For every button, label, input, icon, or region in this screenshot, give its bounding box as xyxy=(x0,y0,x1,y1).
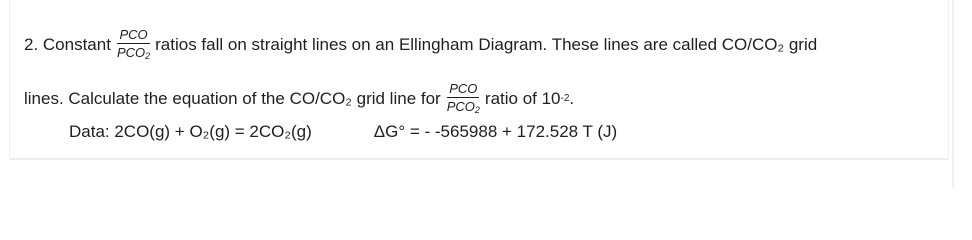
problem-number-lead: 2. Constant xyxy=(24,35,111,54)
fraction-denominator xyxy=(447,98,480,115)
gibbs-energy-equation: ΔG° = - -565988 + 172.528 T (J) xyxy=(373,122,618,141)
pressure-ratio-fraction xyxy=(117,28,150,61)
problem-line-2-text: ratio of 10 xyxy=(484,89,561,108)
denominator-base: PCO xyxy=(446,99,475,114)
problem-line-1-text: ratios fall on straight lines on an Ellingham Diagram. These lines are called CO/CO₂ grid xyxy=(155,35,818,54)
page-edge xyxy=(952,0,954,188)
fraction-denominator xyxy=(117,44,150,61)
reaction-equation: Data: 2CO(g) + O₂(g) = 2CO₂(g) xyxy=(69,122,312,141)
panel-border xyxy=(10,158,948,160)
data-line xyxy=(69,123,617,140)
problem-line-1 xyxy=(24,28,817,61)
denominator-subscript: 2 xyxy=(145,51,151,61)
ratio-exponent: -2 xyxy=(560,92,570,104)
fraction-numerator: PCO xyxy=(119,27,148,42)
denominator-subscript: 2 xyxy=(474,105,480,115)
denominator-base: PCO xyxy=(116,45,146,60)
fraction-numerator: PCO xyxy=(449,81,478,96)
pressure-ratio-fraction xyxy=(447,82,480,115)
sentence-end: . xyxy=(569,89,575,108)
problem-line-2 xyxy=(24,82,574,115)
problem-line-2-lead: lines. Calculate the equation of the CO/CO₂ grid line for xyxy=(24,89,441,108)
